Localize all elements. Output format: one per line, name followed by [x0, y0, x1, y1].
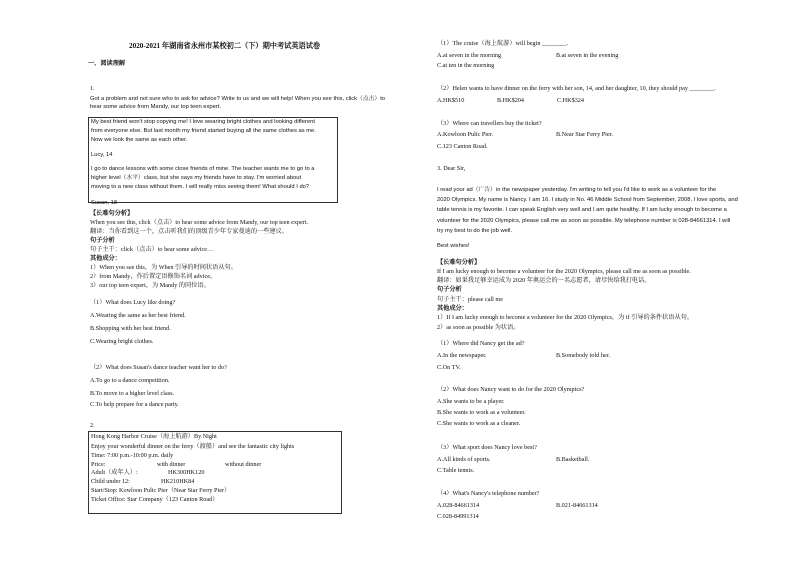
section-heading: 一、阅读理解	[88, 60, 126, 67]
analysis-subheading: 句子分析	[437, 286, 462, 293]
answer-option[interactable]: C.To help prepare for a dance party.	[90, 401, 179, 408]
answer-option[interactable]: A.In the newspaper.	[437, 352, 487, 359]
answer-option[interactable]: B.She wants to work as a volunteer.	[437, 409, 526, 416]
letter-signature: Susan, 18	[91, 200, 118, 206]
answer-option[interactable]: B.at seven in the evening	[556, 52, 619, 59]
answer-option[interactable]: C.On TV.	[437, 364, 461, 371]
letter-text: Best wishes!	[437, 243, 470, 249]
analysis-subheading: 其他成分：	[90, 255, 121, 262]
answer-option[interactable]: B.To move to a higher level class.	[90, 390, 175, 397]
analysis-text: When you see this, click（点击）to hear some advice from Mandy, our top teen expert.	[90, 219, 309, 226]
question-text: （3）Where can travellers buy the ticket?	[437, 120, 542, 127]
letter-text: Now we look the same as each other.	[91, 137, 188, 143]
analysis-text: 1）If I am lucky enough to become a volunteer for the 2020 Olympics，为 if 引导的条件状语从句。	[437, 314, 694, 321]
answer-option[interactable]: A.All kinds of sports.	[437, 456, 491, 463]
letter-text: moving to a new class without them. I will really miss seeing them! What should I do?	[91, 184, 310, 190]
answer-option[interactable]: C.at ten in the morning	[437, 62, 495, 69]
ad-label: Adult（成年人）:	[91, 469, 138, 476]
question-text: （3）What sport does Nancy love best?	[437, 444, 537, 451]
letter-text: My best friend won't stop copying me! I love wearing bright clothes and looking different	[91, 119, 315, 125]
analysis-text: If I am lucky enough to become a volunteer for the 2020 Olympics, please call me as soon as possible.	[437, 268, 691, 275]
page-title: 2020-2021 年湖南省永州市某校初二（下）期中考试英语试卷	[129, 42, 321, 50]
question-number: 1.	[90, 85, 95, 92]
answer-option[interactable]: C.028-84991314	[437, 513, 479, 520]
answer-option[interactable]: B.HK$204	[497, 97, 524, 104]
question-text: （4）What's Nancy's telephone number?	[437, 490, 540, 497]
analysis-heading: 【长难句分析】	[437, 259, 481, 266]
analysis-text: 句子主干：click（点击）to hear some advice…	[90, 246, 214, 253]
ad-column-header: without dinner	[225, 461, 262, 468]
answer-option[interactable]: A.Wearing the same as her best friend.	[90, 312, 186, 319]
answer-option[interactable]: B.Somebody told her.	[556, 352, 610, 359]
answer-option[interactable]: A.at seven in the morning	[437, 52, 502, 59]
question-text: （2）What does Nancy want to do for the 2020 Olympics?	[437, 386, 585, 393]
analysis-text: 1）When you see this，为 When 引导的时间状语从句。	[90, 264, 237, 271]
answer-option[interactable]: B.Near Star Ferry Pier.	[556, 131, 613, 138]
ad-column-header: with dinner	[157, 461, 186, 468]
ad-label: Price:	[91, 461, 106, 468]
letter-text: I read your ad（广告）in the newspaper yesterday. I'm writing to tell you I'd like to work as a volunteer for the	[437, 187, 717, 193]
passage-text: Got a problem and not sure who to ask for advice? Write to us and we will help! When you see this, click（点击）to	[90, 96, 386, 102]
analysis-text: 翻译：如果我足够幸运成为 2020 年奥运会的一名志愿者，请尽快给我打电话。	[437, 277, 651, 284]
question-number: 2.	[90, 422, 95, 429]
analysis-subheading: 句子分析	[90, 237, 115, 244]
letter-text: table tennis is my favorite. I can speak English very well and I am quite healthy. If I am lucky enough to become a	[437, 207, 727, 213]
answer-option[interactable]: C.123 Canton Road.	[437, 143, 488, 150]
question-text: （1）Where did Nancy get the ad?	[437, 340, 525, 347]
question-text: （1）The cruise（海上航游）will begin ________.	[437, 40, 569, 47]
analysis-text: 3）our top teen expert，为 Mandy 的同位语。	[90, 282, 210, 289]
ad-text: Ticket Office: Star Company（123 Canton Road）	[91, 496, 219, 503]
answer-option[interactable]: A.028-84661314	[437, 502, 480, 509]
question-text: （2）Helen wants to have dinner on the ferry with her son, 14, and her daughter, 10, they should pay ________.	[437, 85, 716, 92]
question-number: 3. Dear Sir,	[437, 165, 466, 172]
letter-text: try my best to do the job well.	[437, 228, 513, 234]
question-text: （1）What does Lucy like doing?	[90, 299, 176, 306]
answer-option[interactable]: A.Kowloon Pulic Pier.	[437, 131, 494, 138]
analysis-subheading: 其他成分：	[437, 305, 468, 312]
analysis-text: 2）from Mandy，作后置定语修饰名词 advice。	[90, 273, 217, 280]
ad-text: Enjoy your wonderful dinner on the ferry（渡船）and see the fantastic city lights	[91, 443, 295, 450]
letter-text: higher level（水平）class, but she says my friends have to stay. I'm worried about	[91, 175, 302, 181]
letter-text: I go to dance lessons with some close friends of mine. The teacher wants me to go to a	[91, 166, 315, 172]
analysis-heading: 【长难句分析】	[90, 210, 134, 217]
answer-option[interactable]: B.021-84661314	[556, 502, 598, 509]
ad-text: Time: 7:00 p.m.-10:00 p.m. daily	[91, 452, 174, 459]
answer-option[interactable]: A.She wants to be a player.	[437, 398, 505, 405]
answer-option[interactable]: B.Shopping with her best friend.	[90, 325, 171, 332]
answer-option[interactable]: C.Table tennis.	[437, 467, 475, 474]
question-text: （2）What does Susan's dance teacher want her to do?	[90, 364, 227, 371]
passage-text: hear some advice from Mandy, our top teen expert.	[90, 104, 222, 110]
letter-signature: Lucy, 14	[91, 152, 113, 158]
answer-option[interactable]: B.Basketball.	[556, 456, 590, 463]
letter-text: from everyone else. But last month my friend started buying all the same clothes as me.	[91, 128, 316, 134]
ad-text: Start/Stop: Kowloon Pulic Pier（Near Star Ferry Pier）	[91, 487, 231, 494]
answer-option[interactable]: C.HK$324	[557, 97, 584, 104]
analysis-text: 翻译：当你看到这一个，点击听我们的顶级青少年专家曼迪的一些建议。	[90, 228, 288, 235]
answer-option[interactable]: A.To go to a dance competition.	[90, 377, 170, 384]
analysis-text: 句子主干：please call me	[437, 296, 503, 303]
answer-option[interactable]: A.HK$510	[437, 97, 465, 104]
letter-text: volunteer for the 2020 Olympics, please call me as soon as possible. My telephone number is 028-84661314. I will	[437, 218, 731, 224]
ad-label: Child under 12:	[91, 478, 130, 485]
answer-option[interactable]: C.She wants to work as a cleaner.	[437, 420, 521, 427]
ad-price: HK300HK120	[168, 469, 205, 476]
answer-option[interactable]: C.Wearing bright clothes.	[90, 338, 154, 345]
analysis-text: 2）as soon as possible 为状语。	[437, 324, 520, 331]
ad-price: HK210HK84	[161, 478, 195, 485]
letter-text: 2020 Olympics. My name is Nancy. I am 16. I study in No. 46 Middle School from September, 2008. I love sports, and	[437, 197, 738, 203]
ad-text: Hong Kong Harbor Cruise（海上航游）By Night	[91, 433, 217, 440]
